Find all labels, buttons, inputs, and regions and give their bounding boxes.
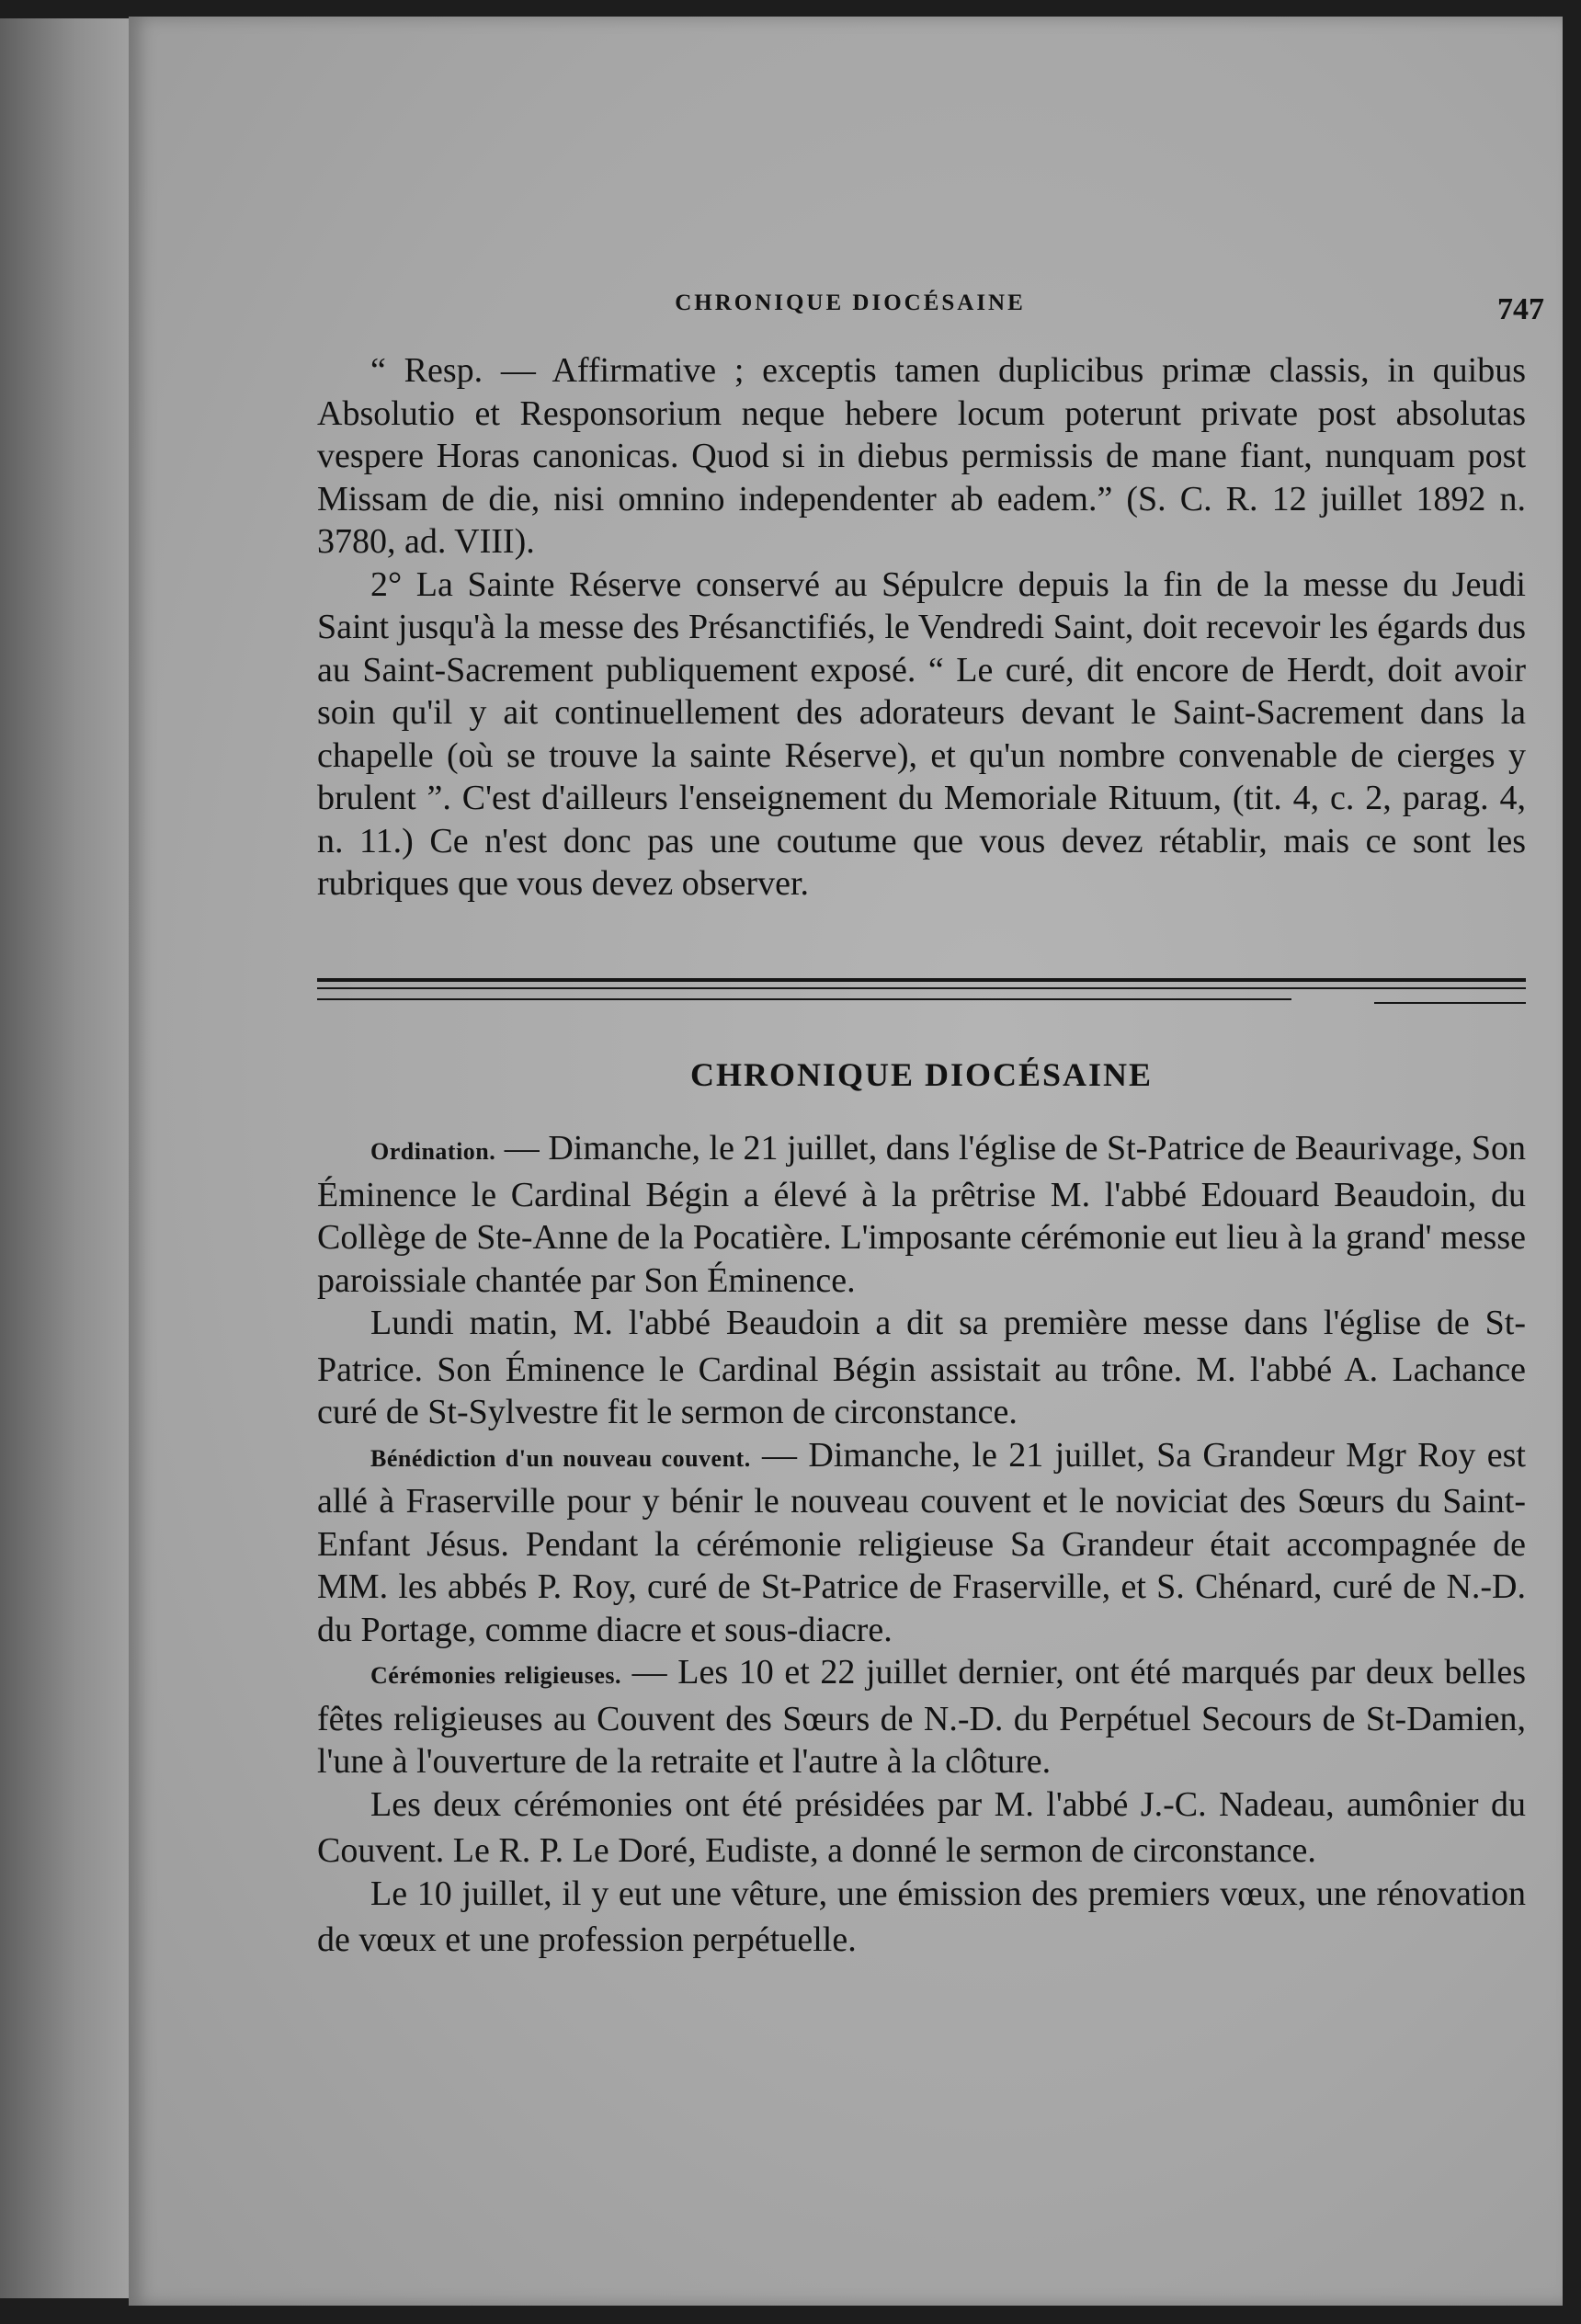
divider-rule-thin [317,987,1526,989]
entry-heading: Bénédiction d'un nouveau couvent. [370,1444,751,1472]
underlying-page-edge [0,18,138,2298]
book-page [129,17,1563,2306]
entry-heading: Cérémonies religieuses. [370,1662,622,1689]
entry-ordination [317,1127,1526,1302]
divider-rule-dash [1374,1002,1526,1004]
divider-rule-lower [317,998,1291,1000]
entry-text: — Dimanche, le 21 juillet, dans l'église de St-Patrice de Beaurivage, Son Éminence le Cardinal Bégin a élevé à la prêtrise M. l'abbé Edouard Beaudoin, du Collège de Ste-Anne de la Pocatière. L'imposante cérémonie eut lieu à la grand' messe paroissiale chantée par Son Éminence. [317,1129,1526,1300]
running-head [317,290,1544,336]
response-paragraph: “ Resp. — Affirmative ; exceptis tamen duplicibus primæ classis, in quibus Absolutio et Responsorium neque hebere locum poterunt private post absolutas vespere Horas canonicas. Quod si in diebus permissis de mane fiant, nunquam post Missam de die, nisi omnino independenter ab eadem.” (S. C. R. 12 juillet 1892 n. 3780, ad. VIII). [317,351,1526,561]
entry-text: Les deux cérémonies ont été présidées par M. l'abbé J.-C. Nadeau, aumônier du Couvent. Le R. P. Le Doré, Eudiste, a donné le sermon de circonstance. [317,1784,1526,1870]
entry-ceremonies [317,1651,1526,1783]
response-text [317,349,1526,906]
page-number: 747 [1497,292,1544,326]
divider-rule-thick [317,978,1526,982]
entry-text: Le 10 juillet, il y eut une vêture, une émission des premiers vœux, une rénovation de vœux et une profession perpétuelle. [317,1874,1526,1959]
entry-vows [317,1873,1526,1962]
section-divider [317,971,1526,1026]
chronicle-entries [317,1127,1526,1962]
entry-text: — Les 10 et 22 juillet dernier, ont été marqués par deux belles fêtes religieuses au Couvent des Sœurs de N.-D. du Perpétuel Secours de St-Damien, l'une à l'ouverture de la retraite et l'autre à la clôture. [317,1653,1526,1781]
entry-text: — Dimanche, le 21 juillet, Sa Grandeur Mgr Roy est allé à Fraserville pour y bénir le nouveau couvent et le noviciat des Sœurs du Saint-Enfant Jésus. Pendant la cérémonie religieuse Sa Grandeur était accompagnée de MM. les abbés P. Roy, curé de St-Patrice de Fraserville, et S. Chénard, curé de N.-D. du Portage, comme diacre et sous-diacre. [317,1435,1526,1649]
entry-presided [317,1783,1526,1873]
reserve-paragraph: 2° La Sainte Réserve conservé au Sépulcre depuis la fin de la messe du Jeudi Saint jusqu'à la messe des Présanctifiés, le Vendredi Saint, doit recevoir les égards dus au Saint-Sacrement publiquement exposé. “ Le curé, dit encore de Herdt, doit avoir soin qu'il y ait continuellement des adorateurs devant le Saint-Sacrement dans la chapelle (où se trouve la sainte Réserve), et qu'un nombre convenable de cierges y brulent ”. C'est d'ailleurs l'enseignement du Memoriale Rituum, (tit. 4, c. 2, parag. 4, n. 11.) Ce n'est donc pas une coutume que vous devez rétablir, mais ce sont les rubriques que vous devez observer. [317,564,1526,903]
running-head-title: CHRONIQUE DIOCÉSAINE [675,290,1026,315]
entry-first-mass [317,1302,1526,1434]
entry-benediction [317,1434,1526,1652]
entry-text: Lundi matin, M. l'abbé Beaudoin a dit sa première messe dans l'église de St-Patrice. Son Éminence le Cardinal Bégin assistait au trône. M. l'abbé A. Lachance curé de St-Sylvestre fit le sermon de circonstance. [317,1304,1526,1431]
section-title: CHRONIQUE DIOCÉSAINE [689,1056,1154,1093]
entry-heading: Ordination. [370,1138,496,1165]
